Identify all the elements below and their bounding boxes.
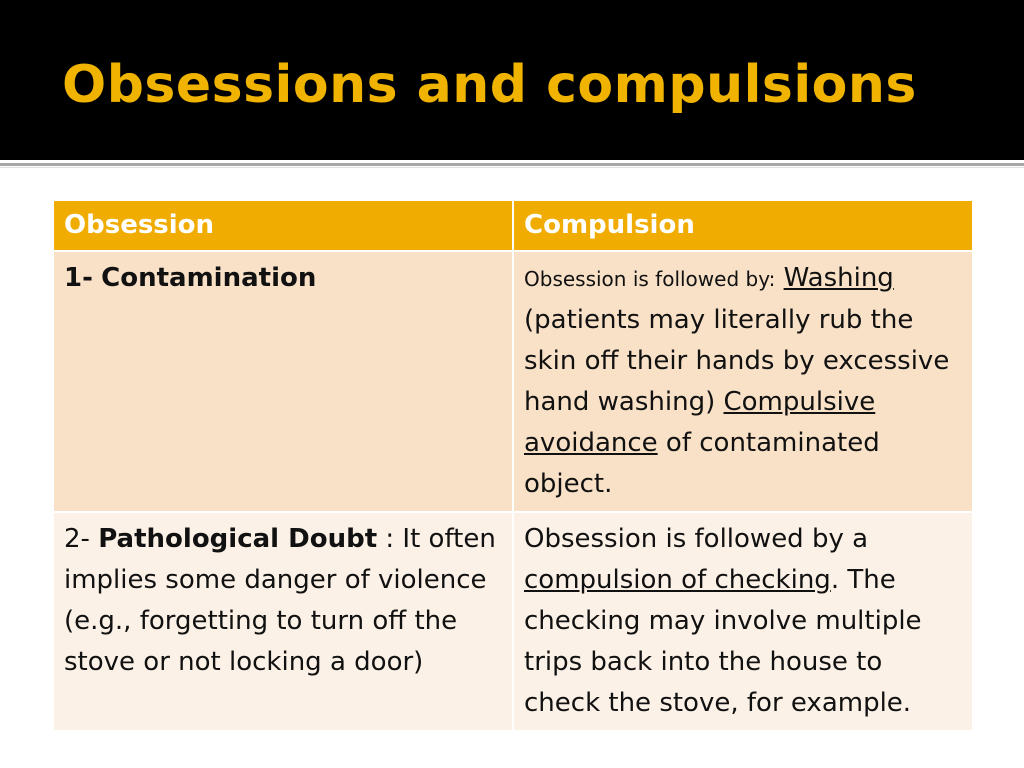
- compulsion-lead: Obsession is followed by:: [524, 267, 776, 291]
- obsession-term: Contamination: [101, 263, 317, 293]
- row-number: 1-: [64, 263, 93, 293]
- obsession-term: Pathological Doubt: [98, 524, 378, 554]
- header-obsession: Obsession: [53, 200, 513, 251]
- slide-title: Obsessions and compulsions: [62, 55, 917, 115]
- compulsion-text: (patients may literally rub the skin off their hands by excessive hand washing): [524, 305, 950, 417]
- compulsion-lead: Obsession is followed by a: [524, 524, 869, 554]
- obsession-text: : It often implies some danger of violence (e.g., forgetting to turn off the stove or not locking a door): [64, 524, 496, 677]
- compulsion-cell: [513, 251, 973, 512]
- table-row: [53, 251, 973, 512]
- row-number: 2-: [64, 524, 90, 554]
- table-row: [53, 512, 973, 731]
- compulsion-cell: [513, 512, 973, 731]
- compulsion-term: compulsion of checking: [524, 565, 831, 595]
- compulsion-text: . The checking may involve multiple trips back into the house to check the stove, for example.: [524, 565, 922, 718]
- compulsion-text-2: of contaminated object.: [524, 428, 880, 499]
- obsession-cell: [53, 512, 513, 731]
- title-divider: [0, 163, 1024, 166]
- compulsion-term-2: Compulsive avoidance: [524, 387, 876, 458]
- obsession-cell: [53, 251, 513, 512]
- obsession-compulsion-table: [52, 199, 974, 732]
- compulsion-term: Washing: [783, 263, 894, 293]
- title-bar: [0, 0, 1024, 160]
- title-divider-thin: [0, 167, 1024, 168]
- header-compulsion: Compulsion: [513, 200, 973, 251]
- table-header-row: [53, 200, 973, 251]
